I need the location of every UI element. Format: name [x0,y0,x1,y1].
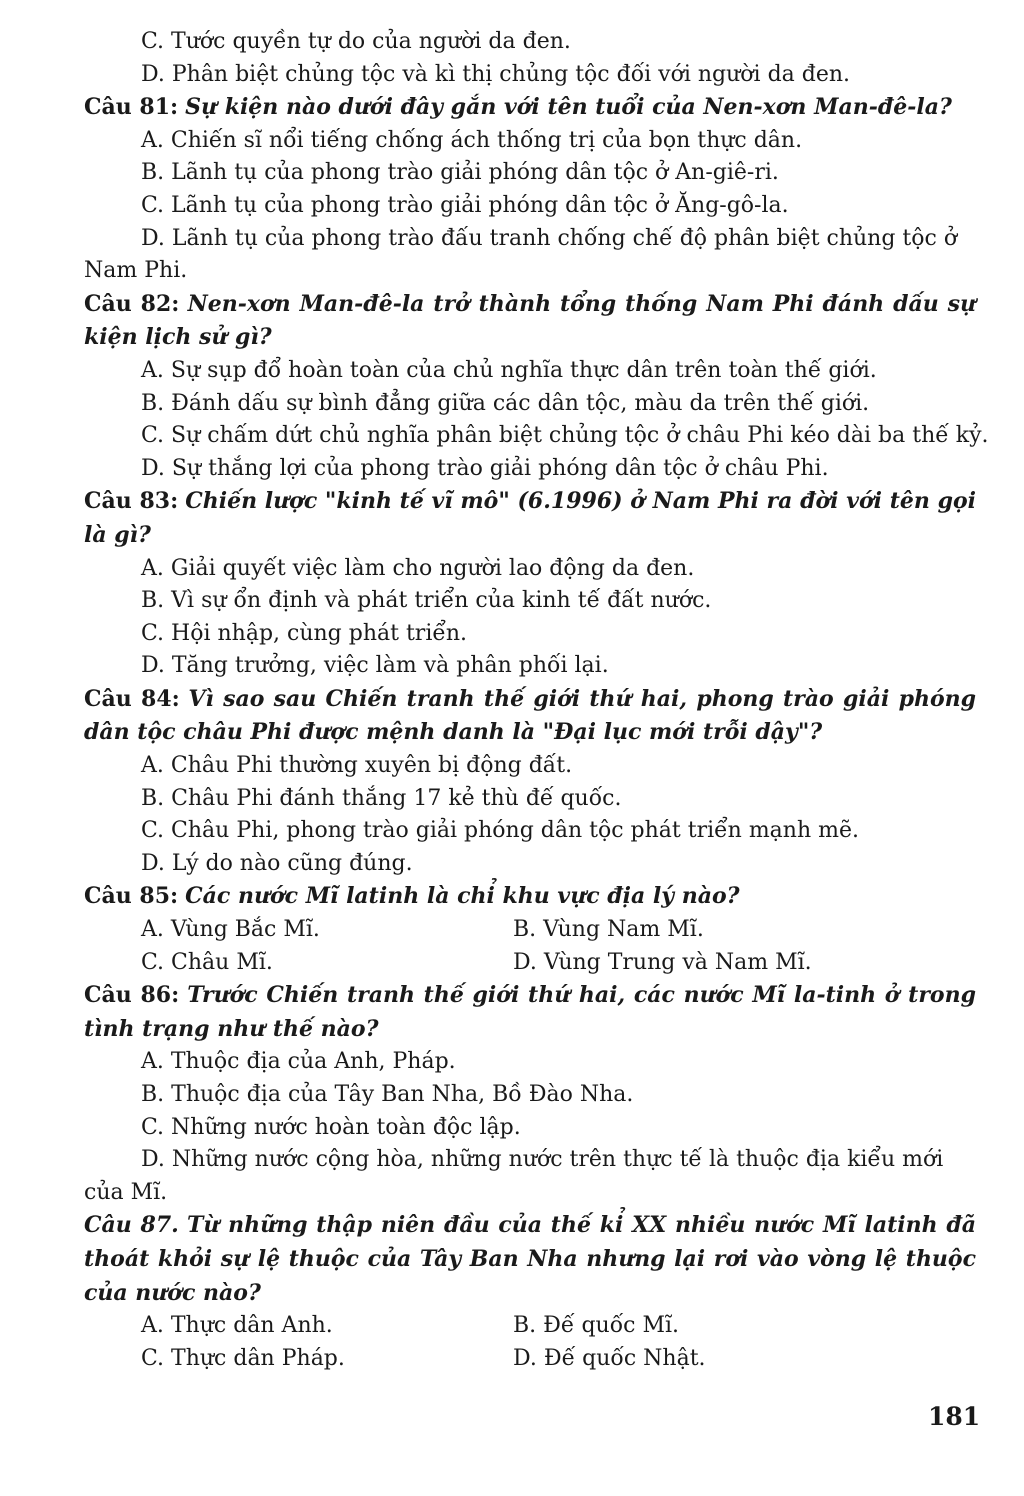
page-number: 181 [928,1402,981,1431]
answer-a: A. Chiến sĩ nổi tiếng chống ách thống trị của bọn thực dân. [141,127,803,153]
answer-d: D. Lý do nào cũng đúng. [141,850,413,876]
answer-c: C. Những nước hoàn toàn độc lập. [141,1114,521,1140]
answer-a: A. Châu Phi thường xuyên bị động đất. [141,753,573,779]
answer-a: A. Thuộc địa của Anh, Pháp. [141,1049,456,1075]
answer-row [84,947,976,980]
answer-d: D. Lãnh tụ của phong trào đấu tranh chống chế độ phân biệt chủng tộc ở [141,225,958,251]
question-stem: Chiến lược "kinh tế vĩ mô" (6.1996) ở Nam Phi ra đời với tên gọi là gì? [84,488,976,548]
answer-d: D. Những nước cộng hòa, những nước trên thực tế là thuộc địa kiểu mới [141,1147,944,1173]
question-number: Câu 81: [84,94,179,121]
answer-a: A. Vùng Bắc Mĩ. [141,917,320,943]
question-stem: Vì sao sau Chiến tranh thế giới thứ hai, phong trào giải phóng dân tộc châu Phi được mệnh danh là "Đại lục mới trỗi dậy"? [84,685,976,746]
question-number: Câu 86: [84,982,180,1009]
question-stem: Các nước Mĩ latinh là chỉ khu vực địa lý nào? [185,883,740,910]
question-stem: Sự kiện nào dưới đây gắn với tên tuổi của Nen-xơn Man-đê-la? [185,94,952,121]
answer-d-continuation: Nam Phi. [84,258,188,284]
answer-c: C. Sự chấm dứt chủ nghĩa phân biệt chủng tộc ở châu Phi kéo dài ba thế kỷ. [141,423,989,449]
answer-a: A. Sự sụp đổ hoàn toàn của chủ nghĩa thực dân trên toàn thế giới. [141,357,877,383]
answer-d: D. Sự thắng lợi của phong trào giải phóng dân tộc ở châu Phi. [141,455,829,481]
answer-a: A. Giải quyết việc làm cho người lao động da đen. [141,555,695,581]
answer-c: C. Tước quyền tự do của người da đen. [141,29,571,54]
question-number: Câu 82: [84,290,180,317]
answer-b: B. Đánh dấu sự bình đẳng giữa các dân tộc, màu da trên thế giới. [141,390,870,416]
answer-d: D. Đế quốc Nhật. [513,1345,706,1371]
question-stem: Nen-xơn Man-đê-la trở thành tổng thống Nam Phi đánh dấu sự kiện lịch sử gì? [84,290,977,351]
answer-b: B. Đế quốc Mĩ. [513,1313,680,1339]
answer-b: B. Vì sự ổn định và phát triển của kinh tế đất nước. [141,588,712,614]
answer-d: D. Vùng Trung và Nam Mĩ. [513,949,812,975]
question-85 [84,880,976,914]
question-86 [84,979,976,1046]
document-page [84,26,989,1375]
question-87 [84,1209,976,1310]
answer-row [84,914,976,947]
answer-a: A. Thực dân Anh. [141,1313,333,1339]
question-number: Câu 87. [84,1212,179,1239]
question-81 [84,91,976,125]
answer-c: C. Thực dân Pháp. [141,1345,345,1371]
answer-d-continuation: của Mĩ. [84,1179,168,1205]
answer-c: C. Châu Phi, phong trào giải phóng dân tộc phát triển mạnh mẽ. [141,818,860,844]
answer-d: D. Phân biệt chủng tộc và kì thị chủng tộc đối với người da đen. [141,61,851,87]
question-82 [84,288,976,355]
question-stem: Trước Chiến tranh thế giới thứ hai, các nước Mĩ la-tinh ở trong tình trạng như thế nào? [84,982,976,1042]
answer-c: C. Hội nhập, cùng phát triển. [141,620,468,646]
question-84 [84,683,976,750]
answer-b: B. Châu Phi đánh thắng 17 kẻ thù đế quốc. [141,785,622,811]
answer-row [84,1310,976,1343]
answer-c: C. Châu Mĩ. [141,949,273,975]
answer-row [84,1343,976,1376]
answer-b: B. Lãnh tụ của phong trào giải phóng dân tộc ở An-giê-ri. [141,160,779,186]
answer-b: B. Thuộc địa của Tây Ban Nha, Bồ Đào Nha. [141,1082,634,1107]
question-stem: Từ những thập niên đầu của thế kỉ XX nhiều nước Mĩ latinh đã thoát khỏi sự lệ thuộc của Tây Ban Nha nhưng lại rơi vào vòng lệ thuộc của nước nào? [84,1212,977,1306]
question-number: Câu 83: [84,488,179,515]
question-number: Câu 85: [84,883,179,910]
answer-d: D. Tăng trưởng, việc làm và phân phối lại. [141,653,609,679]
question-83 [84,485,976,552]
answer-c: C. Lãnh tụ của phong trào giải phóng dân tộc ở Ăng-gô-la. [141,192,789,218]
answer-b: B. Vùng Nam Mĩ. [513,917,704,943]
question-number: Câu 84: [84,685,180,712]
